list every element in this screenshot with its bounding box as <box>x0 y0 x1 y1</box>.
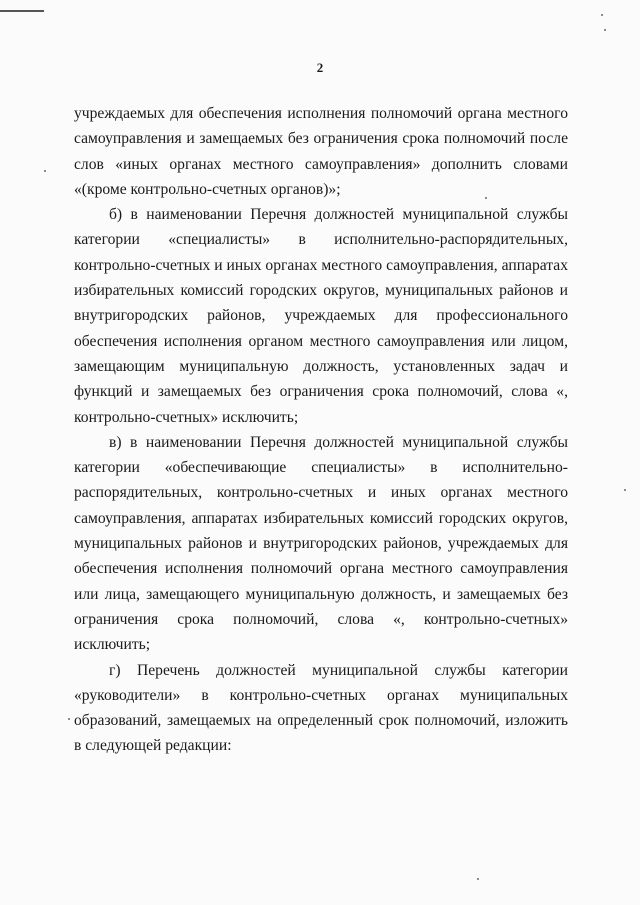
scan-speck <box>68 718 70 720</box>
page-number: 2 <box>316 60 324 75</box>
document-body <box>74 101 568 759</box>
paragraph-item-g: г) Перечень должностей муниципальной службы категории «руководители» в контрольно-счетных органах муниципальных образований, замещаемых на определенный срок полномочий, изложить в следующей редакции: <box>74 661 568 755</box>
scan-edge-mark <box>0 10 44 12</box>
paragraph-continuation: учреждаемых для обеспечения исполнения полномочий органа местного самоуправления и замещаемых без ограничения срока полномочий после слов «иных органах местного самоуправления» дополнить словами «(кроме контрольно-счетных органов)»; <box>74 105 568 198</box>
scan-speck <box>44 170 46 172</box>
scan-speck <box>624 489 626 491</box>
scan-speck <box>477 878 479 880</box>
scan-speck <box>604 29 606 31</box>
paragraph-item-b: б) в наименовании Перечня должностей муниципальной службы категории «специалисты» в исполнительно-распорядительных, контрольно-счетных и иных органах местного самоуправления, аппаратах избирательных комиссий городских округов, муниципальных районов и внутригородских районов, учреждаемых для профессионального обеспечения исполнения органом местного самоуправления или лицом, замещающим муниципальную должность, установленных задач и функций и замещаемых без ограничения срока полномочий, слова «, контрольно-счетных» исключить; <box>74 206 568 426</box>
paragraph-item-v: в) в наименовании Перечня должностей муниципальной службы категории «обеспечивающие специалисты» в исполнительно-распорядительных, контрольно-счетных и иных органах местного самоуправления, аппаратах избирательных комиссий городских округов, муниципальных районов и внутригородских районов, учреждаемых для обеспечения исполнения полномочий органа местного самоуправления или лица, замещающего муниципальную должность, и замещаемых без ограничения срока полномочий, слова «, контрольно-счетных» исключить; <box>74 433 568 654</box>
scan-speck <box>601 14 603 16</box>
